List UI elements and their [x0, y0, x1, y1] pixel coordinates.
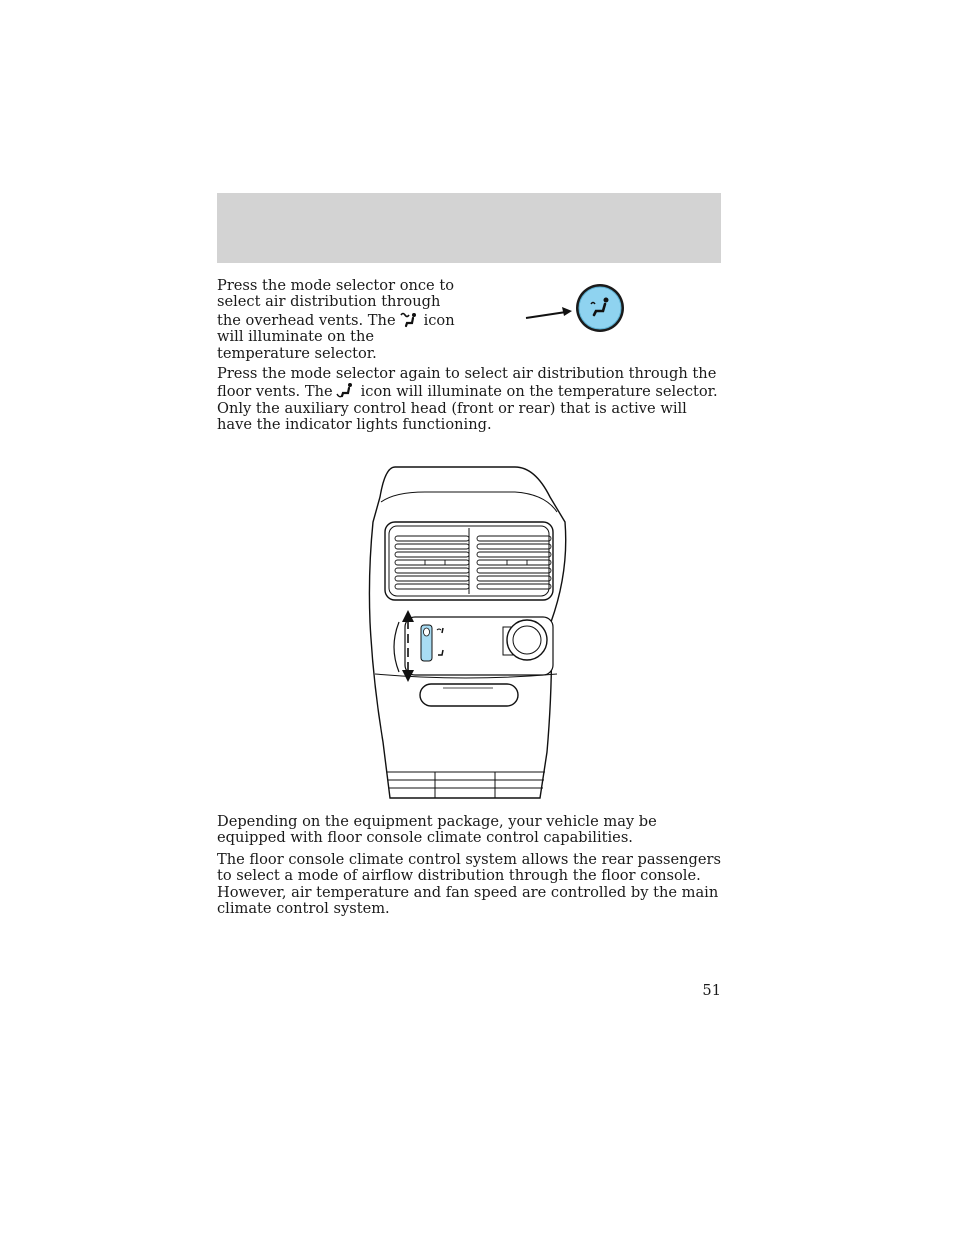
- paragraph-floor-vents: Press the mode selector again to select air distribution through the floor vents. The icon will illuminate on the temperature selector. Only the auxiliary control head (front or rear) that is active will have the indicator lights functioning.: [217, 365, 718, 434]
- floor-vent-icon: [335, 382, 357, 399]
- floor-console-illustration: [365, 462, 575, 802]
- paragraph-floor-console-system: The floor console climate control system allows the rear passengers to select a mode of airflow distribution through the floor console. However, air temperature and fan speed are controlled by the main climate control system.: [217, 851, 721, 918]
- mode-selector-illustration: [520, 278, 630, 338]
- paragraph-equipment-package: Depending on the equipment package, your vehicle may be equipped with floor console climate control capabilities.: [217, 813, 657, 847]
- page-number: 51: [702, 982, 721, 999]
- section-header-bar: [217, 193, 721, 263]
- paragraph-overhead-vents: Press the mode selector once to select air distribution through the overhead vents. The icon will illuminate on the temperature selector.: [217, 277, 455, 362]
- overhead-vent-icon: [398, 311, 420, 328]
